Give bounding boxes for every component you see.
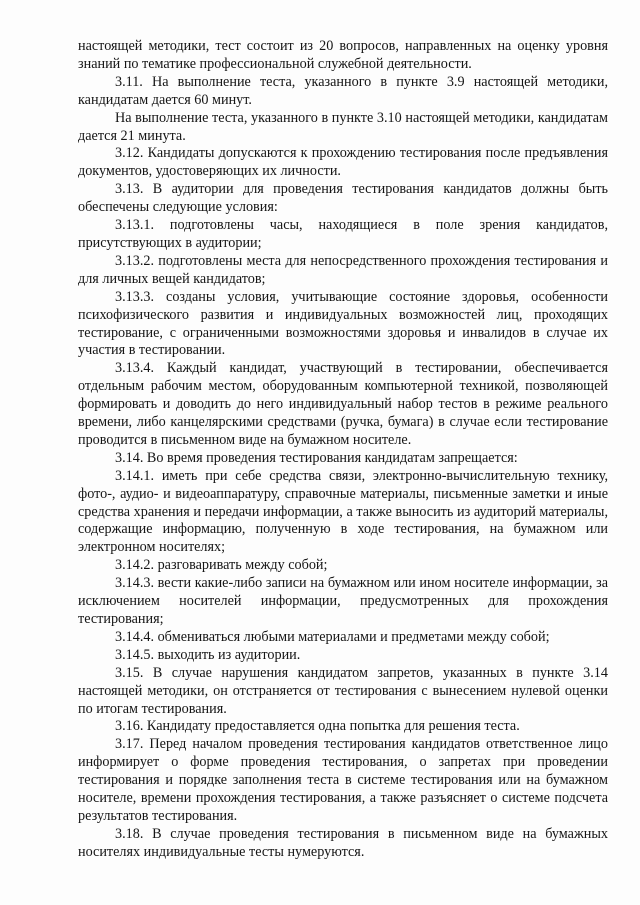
paragraph-3-13-2: 3.13.2. подготовлены места для непосредственного прохождения тестирования и для личных вещей кандидатов; (78, 252, 608, 287)
paragraph-3-14-5: 3.14.5. выходить из аудитории. (115, 646, 301, 663)
document-body (78, 38, 608, 862)
paragraph-3-14-3: 3.14.3. вести какие-либо записи на бумажном или ином носителе информации, за исключением носителей информации, предусмотренных для прохождения тестирования; (78, 575, 608, 627)
paragraph-3-14-1: 3.14.1. иметь при себе средства связи, электронно-вычислительную технику, фото-, аудио- и видеоаппаратуру, справочные материалы, письменные заметки и иные средства хранения и передачи информации, а также выносить из аудиторий материалы, содержащие информацию, полученную в ходе тестирования, на бумажном или электронном носителях; (78, 467, 608, 556)
paragraph-3-16: 3.16. Кандидату предоставляется одна попытка для решения теста. (115, 718, 520, 735)
paragraph-3-13-4: 3.13.4. Каждый кандидат, участвующий в тестировании, обеспечивается отдельным рабочим местом, оборудованным компьютерной техникой, позволяющей формировать и доводить до него индивидуальный набор тестов в режиме реального времени, либо канцелярскими средствами (ручка, бумага) в случае если тестирование проводится в письменном виде на бумажном носителе. (78, 360, 608, 448)
paragraph-3-11: 3.11. На выполнение теста, указанного в пункте 3.9 настоящей методики, кандидатам дается 60 минут. (78, 73, 608, 108)
paragraph-3-14-2: 3.14.2. разговаривать между собой; (115, 557, 328, 574)
paragraph-3-13-3: 3.13.3. созданы условия, учитывающие состояние здоровья, особенности психофизического развития и индивидуальных возможностей лиц, проходящих тестирование, с ограниченными возможностями здоровья и инвалидов в случае их участия в тестировании. (78, 288, 608, 359)
paragraph-3-15: 3.15. В случае нарушения кандидатом запретов, указанных в пункте 3.14 настоящей методики, он отстраняется от тестирования с вынесением нулевой оценки по итогам тестирования. (78, 664, 608, 717)
paragraph-3-18: 3.18. В случае проведения тестирования в письменном виде на бумажных носителях индивидуальные тесты нумеруются. (78, 825, 608, 860)
paragraph-3-12: 3.12. Кандидаты допускаются к прохождению тестирования после предъявления документов, удостоверяющих их личности. (78, 145, 608, 180)
paragraph-3-14-4: 3.14.4. обмениваться любыми материалами и предметами между собой; (115, 628, 550, 645)
paragraph-3-14: 3.14. Во время проведения тестирования кандидатам запрещается: (115, 449, 518, 466)
paragraph-3-17: 3.17. Перед началом проведения тестирования кандидатов ответственное лицо информирует о форме проведения тестирования, о запретах при проведении тестирования и порядке заполнения теста в системе тестирования или на бумажном носителе, времени прохождения тестирования, а также разъясняет о системе подсчета результатов тестирования. (78, 736, 608, 824)
paragraph-3-13-1: 3.13.1. подготовлены часы, находящиеся в поле зрения кандидатов, присутствующих в аудитории; (78, 217, 608, 251)
paragraph-continuation: настоящей методики, тест состоит из 20 вопросов, направленных на оценку уровня знаний по тематике профессиональной служебной деятельности. (78, 38, 608, 72)
paragraph-3-13: 3.13. В аудитории для проведения тестирования кандидатов должны быть обеспечены следующие условия: (78, 181, 608, 216)
paragraph-3-11-second: На выполнение теста, указанного в пункте 3.10 настоящей методики, кандидатам дается 21 минута. (78, 109, 608, 144)
